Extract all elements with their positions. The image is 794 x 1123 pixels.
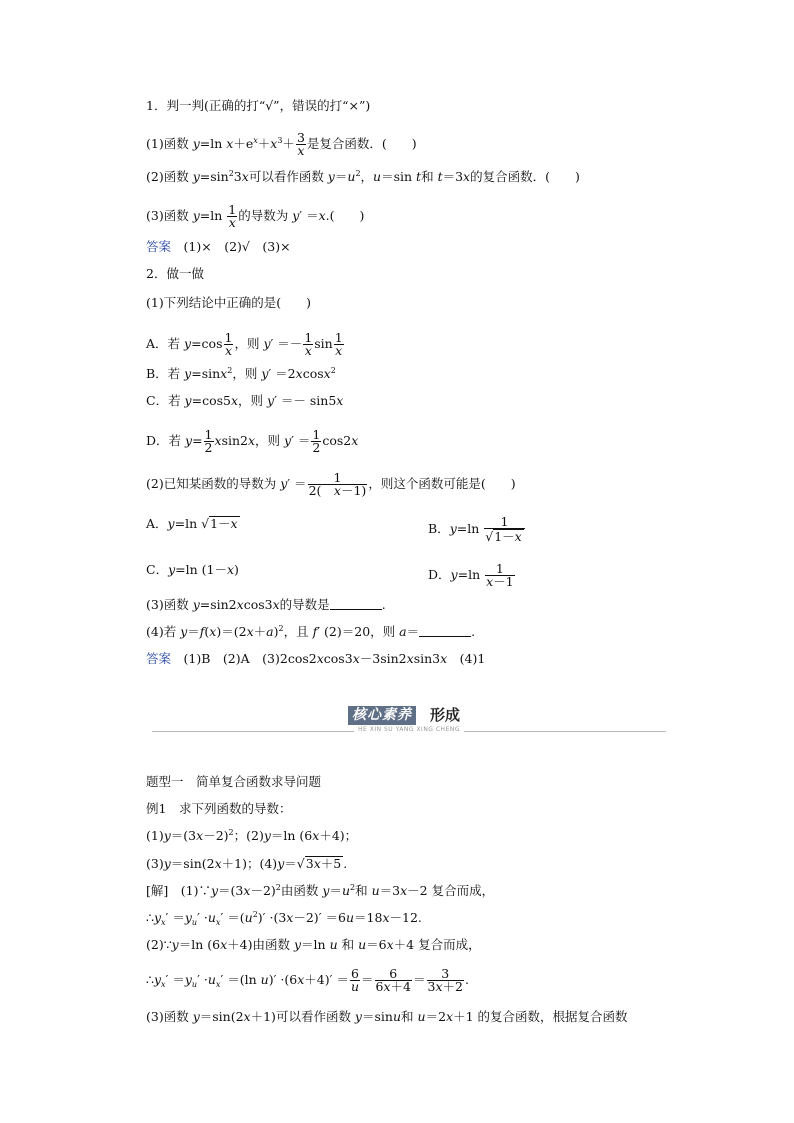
answer-label: 答案 [146,239,172,254]
judge-item-3: (3)函数 y=ln $\frac{1}{x}$ 的导数为 y′ ＝x.( ) [146,202,365,230]
derivation-2: $\therefore y_x' =y_u' \cdot u_x' =(\ln$ u)′ ·(6x＋4)′ ＝ $\frac{6}{u}$ ＝ $\frac{6}{6x+4}$ ＝ $\frac{3}{3x+2}$ . [146,966,469,994]
fraction: $\frac{1}{x}$ [228,202,237,230]
fraction: $\frac{3}{x}$ [296,130,305,158]
q2-option-d: D．y=ln $\frac{1}{x-1}$ [428,561,514,589]
q2-option-a: A．y=ln √1－x [146,516,238,531]
banner-title-box: 核心素养 [348,706,416,725]
answer-blank [330,598,382,610]
question-3: (3)函数 y=sin2xcos3x的导数是 . [146,597,386,612]
judge-item-2: (2)函数 $y=\sin^23x$可以看作函数 $y=u^2$，u＝sin t和 t＝3x的复合函数．( ) [146,169,580,184]
solution-3: (3)函数 y＝sin(2x＋1)可以看作函数 y＝sinu和 u＝2x＋1 的复合函数，根据复合函数 [146,1009,628,1024]
answer-label: 答案 [146,651,172,666]
q2-option-c: C．y=ln (1－x) [146,562,239,577]
answer-2: 答案 (1)B (2)A (3)2cos2xcos3x－3sin2xsin3x (4)1 [146,651,486,666]
question-2-stem: (2)已知某函数的导数为 y′ ＝ $\frac{1}{2( x-1)}$ ，则这个函数可能是( ) [146,470,516,498]
example-line-2: (3)y＝sin(2x＋1)；(4)y＝√3x＋5 . [146,856,348,871]
answer-1: 答案 (1)× (2)√ (3)× [146,239,291,254]
banner-title-rest: 形成 [430,706,461,724]
solution-1: [解] $(1)\because y=(3x-2)^2$由函数 $y=u^2$和 u＝3x－2 复合而成， [146,883,495,898]
example-heading: 例1 求下列函数的导数： [146,801,292,816]
q1-option-a: A．若 y=cos $\frac{1}{x}$ ，则 y′ ＝－ $\frac{1}{x}$ sin $\frac{1}{x}$ [146,330,343,358]
q2-option-b: B．y=ln $\frac{1}{√1-x}$ [428,516,526,543]
derivation-1: $\therefore y_x' =y_u' \cdot u_x' =(u^2)' \cdot(3x-2)' =6u=18x-12$. [146,910,422,927]
q1-option-c: C．若 y=cos5x，则 y′ ＝－ sin5x [146,393,344,408]
section-banner [152,704,666,736]
banner-pinyin: HE XIN SU YANG XING CHENG [152,726,666,733]
topic-title: 题型一 简单复合函数求导问题 [146,774,322,789]
answer-blank [419,625,471,637]
section1-heading: 1．判一判(正确的打“√”，错误的打“×”) [146,98,371,113]
example-line-1: $(1)y=(3x-2)^2$；(2)y＝ln (6x＋4)； [146,828,358,843]
question-4: (4)若 $y=f(x)=(2x+a)^2$，且 f′ (2)＝20，则 a＝ . [146,624,476,639]
q1-option-d: D．若 y= $\frac{1}{2}$ xsin2x，则 y′ ＝ $\frac{1}{2}$ cos2x [146,427,359,455]
solution-2: (2)∵y＝ln (6x＋4)由函数 y＝ln u 和 u＝6x＋4 复合而成， [146,937,481,952]
judge-item-1: (1)函数 y=ln $x+e^x+x^3+$ $\frac{3}{x}$ 是复合函数．( ) [146,130,417,158]
section2-heading: 2．做一做 [146,266,204,281]
question-1-stem: (1)下列结论中正确的是( ) [146,295,311,310]
q1-option-b: B．若 y=sinx$^2$，则 y′ ＝2xcosx$^2$ [146,366,336,381]
